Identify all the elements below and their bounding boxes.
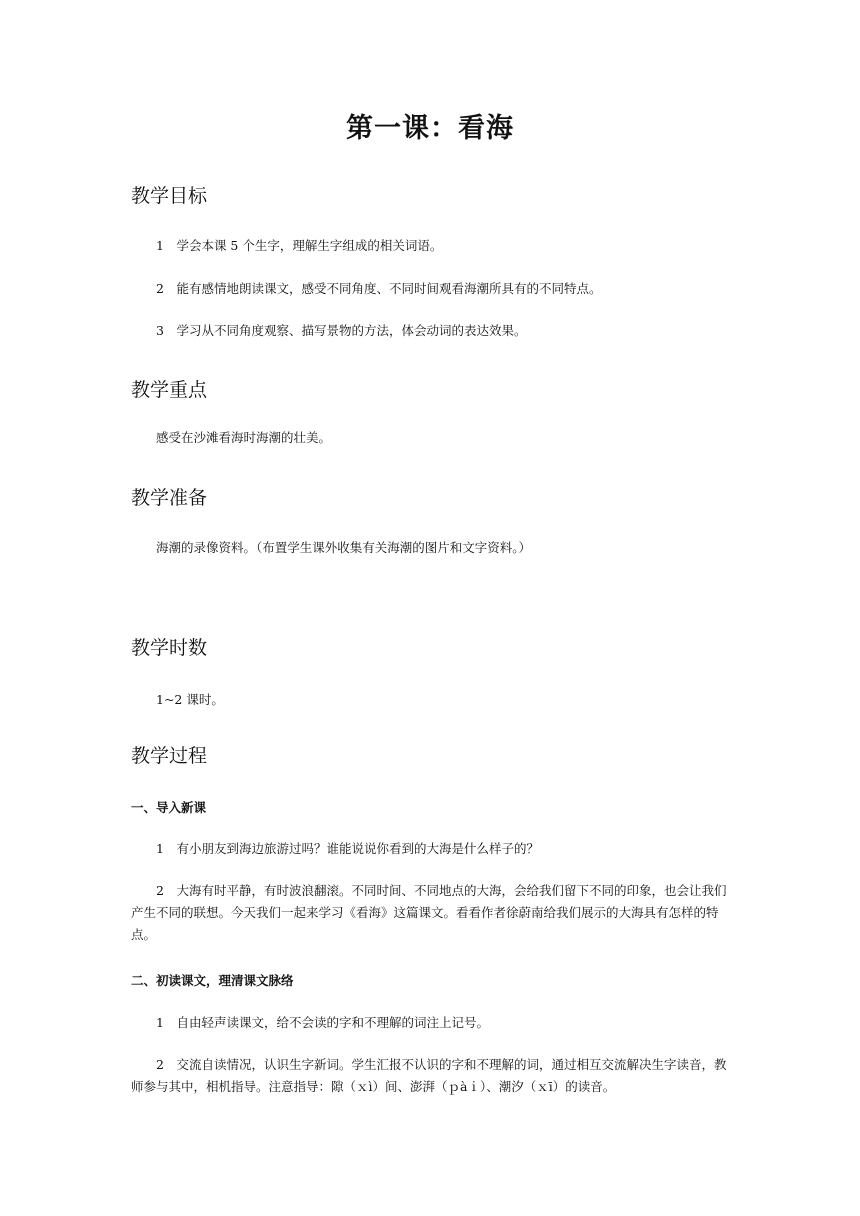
objectives-heading: 教学目标 — [131, 185, 208, 207]
objective-item-1: 1 学会本课 5 个生字，理解生字组成的相关词语。 — [156, 238, 443, 253]
preparation-text: 海潮的录像资料。（布置学生课外收集有关海潮的图片和文字资料。） — [156, 540, 532, 555]
process-part2-title: 二、初读课文，理清课文脉络 — [131, 973, 294, 988]
focus-heading: 教学重点 — [131, 379, 208, 401]
process-heading: 教学过程 — [131, 745, 208, 767]
process-part2-item-1: 1 自由轻声读课文，给不会读的字和不理解的词注上记号。 — [156, 1015, 489, 1030]
process-part1-title: 一、导入新课 — [131, 800, 207, 815]
page-title: 第一课：看海 — [346, 113, 514, 144]
process-part2-item-2: 2 交流自读情况，认识生字新词。学生汇报不认识的字和不理解的词，通过相互交流解决生字读音，教师参与其中，相机指导。注意指导：隙（ｘì）间、澎湃（ｐàｉ）、潮汐（ｘī）的读音。 — [131, 1057, 727, 1094]
preparation-heading: 教学准备 — [131, 487, 208, 509]
hours-heading: 教学时数 — [131, 637, 208, 659]
hours-text: 1~2 课时。 — [156, 692, 224, 707]
objective-item-2: 2 能有感情地朗读课文，感受不同角度、不同时间观看海潮所具有的不同特点。 — [156, 281, 602, 296]
focus-text: 感受在沙滩看海时海潮的壮美。 — [156, 430, 332, 445]
process-part1-item-1: 1 有小朋友到海边旅游过吗？谁能说说你看到的大海是什么样子的？ — [156, 841, 539, 856]
process-part1-item-2: 2 大海有时平静，有时波浪翻滚。不同时间、不同地点的大海，会给我们留下不同的印象，也会让我们产生不同的联想。今天我们一起来学习《看海》这篇课文。看看作者徐蔚南给我们展示的大海具有怎样的特点。 — [131, 883, 727, 942]
objective-item-3: 3 学习从不同角度观察、描写景物的方法，体会动词的表达效果。 — [156, 323, 527, 338]
